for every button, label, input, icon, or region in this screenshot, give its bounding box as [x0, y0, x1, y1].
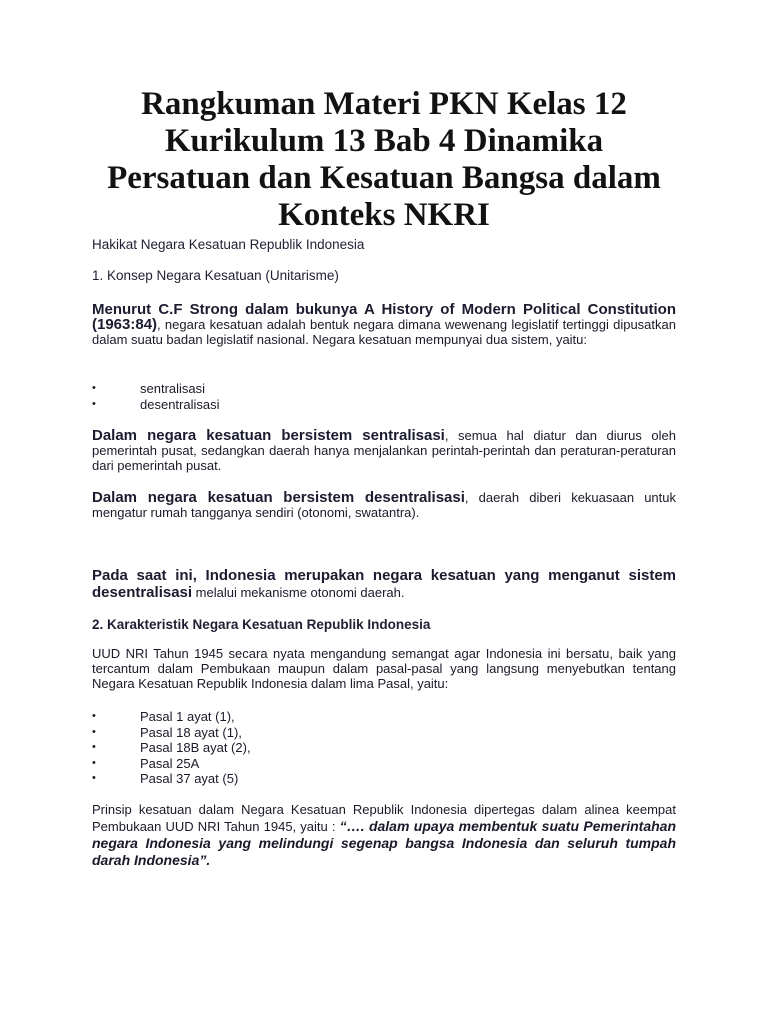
list-item: • Pasal 18 ayat (1), [92, 725, 676, 741]
sentralisasi-lead: Dalam negara kesatuan bersistem sentralisasi [92, 427, 445, 444]
sentralisasi-paragraph [92, 428, 676, 473]
prinsip-body: Prinsip kesatuan dalam Negara Kesatuan Republik Indonesia dipertegas dalam alinea keempat Pembukaan UUD NRI Tahun 1945, yaitu : [92, 802, 676, 834]
indonesia-body: melalui mekanisme otonomi daerah. [192, 585, 405, 600]
list-item: • Pasal 37 ayat (5) [92, 771, 676, 787]
section2-heading: 2. Karakteristik Negara Kesatuan Republik Indonesia [92, 617, 431, 632]
indonesia-paragraph [92, 567, 676, 601]
desentralisasi-paragraph [92, 490, 676, 520]
strong-body: , negara kesatuan adalah bentuk negara dimana wewenang legislatif tertinggi dipusatkan dalam suatu badan legislatif nasional. Negara kesatuan mempunyai dua sistem, yaitu: [92, 317, 676, 347]
desentralisasi-body: , daerah diberi kekuasaan untuk mengatur rumah tangganya sendiri (otonomi, swatantra). [92, 490, 677, 520]
strong-lead: Menurut C.F Strong dalam bukunya A History of Modern Political Constitution (1963:84) [92, 301, 676, 333]
prinsip-quote: “…. dalam upaya membentuk suatu Pemerintahan negara Indonesia yang melindungi segenap bangsa Indonesia dan seluruh tumpah darah Indonesia”. [92, 818, 676, 868]
prinsip-paragraph [92, 802, 676, 869]
section1-heading: 1. Konsep Negara Kesatuan (Unitarisme) [92, 268, 339, 283]
list-item: • Pasal 25A [92, 756, 676, 772]
pasal-list [92, 709, 676, 787]
hakikat-heading: Hakikat Negara Kesatuan Republik Indonesia [92, 237, 365, 252]
uud-paragraph: UUD NRI Tahun 1945 secara nyata mengandung semangat agar Indonesia ini bersatu, baik yang tercantum dalam Pembukaan maupun dalam pasal-pasal yang langsung menyebutkan tentang Negara Kesatuan Republik Indonesia dalam lima Pasal, yaitu: [92, 646, 676, 691]
list-item: • Pasal 1 ayat (1), [92, 709, 676, 725]
strong-paragraph [92, 302, 676, 347]
indonesia-lead: Pada saat ini, Indonesia merupakan negara kesatuan yang menganut sistem desentralisasi [92, 567, 676, 601]
sentralisasi-body: , semua hal diatur dan diurus oleh pemerintah pusat, sedangkan daerah hanya menjalankan perintah-perintah dan peraturan-peraturan dari pemerintah pusat. [92, 428, 676, 473]
list-item: • desentralisasi [92, 397, 676, 413]
desentralisasi-lead: Dalam negara kesatuan bersistem desentralisasi [92, 489, 465, 506]
list-item: • sentralisasi [92, 381, 676, 397]
systems-list [92, 381, 676, 412]
document-title: Rangkuman Materi PKN Kelas 12 Kurikulum 13 Bab 4 Dinamika Persatuan dan Kesatuan Bangsa dalam Konteks NKRI [107, 86, 661, 233]
list-item: • Pasal 18B ayat (2), [92, 740, 676, 756]
